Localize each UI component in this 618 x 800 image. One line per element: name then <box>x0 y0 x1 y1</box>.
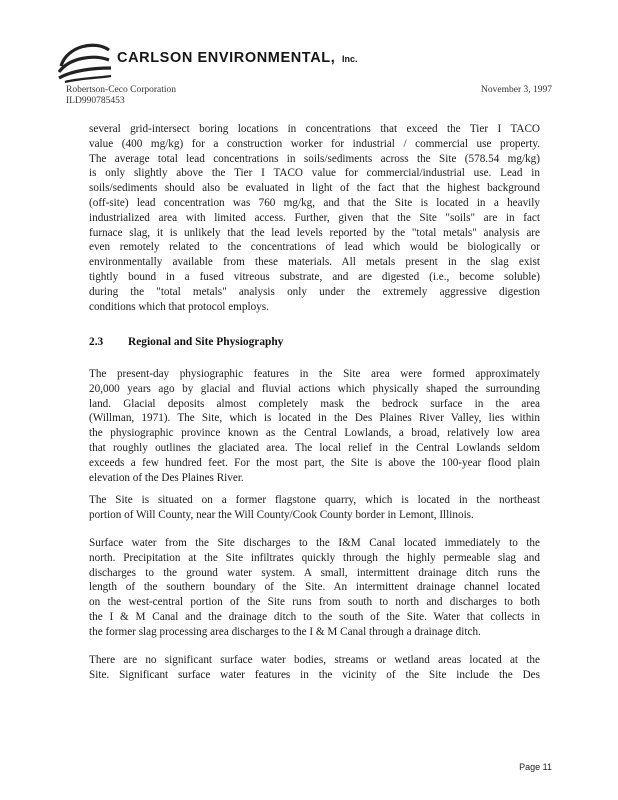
text-line: Surface water from the Site discharges to the I&M Canal located immediately to the <box>89 537 540 549</box>
text-line: environmentally available from these materials. All metals present in the slag exist <box>89 256 540 269</box>
text-line: The Site is situated on a former flagstone quarry, which is located in the northeast <box>89 494 540 506</box>
paragraph-surface-water <box>89 536 540 640</box>
company-name: CARLSON ENVIRONMENTAL, Inc. <box>117 50 358 66</box>
text-line: soils/sediments should also be evaluated in light of the fact that the highest background <box>89 182 540 195</box>
company-suffix: Inc. <box>342 54 358 64</box>
paragraph-site-location <box>89 493 540 523</box>
text-line: The present-day physiographic features in the Site area were formed approximately <box>89 368 540 380</box>
text-line: north. Precipitation at the Site infiltrates quickly through the highly permeable slag and <box>89 551 540 564</box>
paragraph-surface-water-bodies <box>89 653 540 683</box>
text-line: during the "total metals" analysis only under the extremely aggressive digestion <box>89 285 540 298</box>
text-line: Site. Significant surface water features in the vicinity of the Site include the Des <box>89 668 540 681</box>
text-line: conditions which that protocol employs. <box>89 300 269 313</box>
text-line: 20,000 years ago by glacial and fluvial actions which physically shaped the surrounding <box>89 382 540 395</box>
section-title: Regional and Site Physiography <box>128 336 284 348</box>
text-line: There are no significant surface water bodies, streams or wetland areas located at the <box>89 654 540 666</box>
company-logo-icon <box>55 38 113 84</box>
site-id: ILD990785453 <box>66 96 125 106</box>
text-line: the I & M Canal and the drainage ditch to the south of the Site. Water that collects in <box>89 610 540 623</box>
text-line: The average total lead concentrations in soils/sediments across the Site (578.54 mg/kg) <box>89 152 540 165</box>
text-line: length of the southern boundary of the Site. An intermittent drainage channel located <box>89 581 540 594</box>
text-line: the former slag processing area discharges to the I & M Canal through a drainage ditch. <box>89 625 481 638</box>
text-line: (Willman, 1971). The Site, which is located in the Des Plaines River Valley, lies within <box>89 412 540 425</box>
text-line: that roughly outlines the glaciated area. The local relief in the Central Lowlands seldom <box>89 441 540 454</box>
text-line: tightly bound in a fused vitreous substrate, and are digested (i.e., become soluble) <box>89 270 540 283</box>
text-line: (off-site) lead concentration was 760 mg/kg, and that the Site is located in a heavily <box>89 196 540 209</box>
text-line: discharges to the ground water system. A small, intermittent drainage ditch runs the <box>89 566 540 579</box>
text-line: portion of Will County, near the Will County/Cook County border in Lemont, Illinois. <box>89 508 474 521</box>
text-line: exceeds a few hundred feet. For the most part, the Site is above the 100-year flood plain <box>89 456 540 469</box>
text-line: on the west-central portion of the Site runs from south to north and discharges to both <box>89 596 540 609</box>
text-line: several grid-intersect boring locations in concentrations that exceed the Tier I TACO <box>89 123 540 135</box>
text-line: value (400 mg/kg) for a construction worker for industrial / commercial use property. <box>89 137 540 150</box>
document-date: November 3, 1997 <box>481 85 552 95</box>
text-line: the physiographic province known as the Central Lowlands, a broad, relatively low area <box>89 427 540 440</box>
page-number: Page 11 <box>519 762 552 772</box>
section-number: 2.3 <box>89 336 104 348</box>
text-line: is only slightly above the Tier I TACO value for commercial/industrial use. Lead in <box>89 167 540 180</box>
text-line: furnace slag, it is unlikely that the lead levels reported by the "total metals" analysis are <box>89 226 540 239</box>
text-line: industrialized area with limited access. Further, given that the Site "soils" are in fact <box>89 211 540 224</box>
section-heading <box>89 336 283 348</box>
text-line: elevation of the Des Plaines River. <box>89 471 244 484</box>
text-line: even remotely related to the concentrations of lead which would be biologically or <box>89 241 540 254</box>
paragraph-lead-concentrations <box>89 122 540 314</box>
client-name: Robertson-Ceco Corporation <box>66 85 177 95</box>
paragraph-physiographic-features <box>89 367 540 485</box>
text-line: land. Glacial deposits almost completely mask the bedrock surface in the area <box>89 397 540 410</box>
